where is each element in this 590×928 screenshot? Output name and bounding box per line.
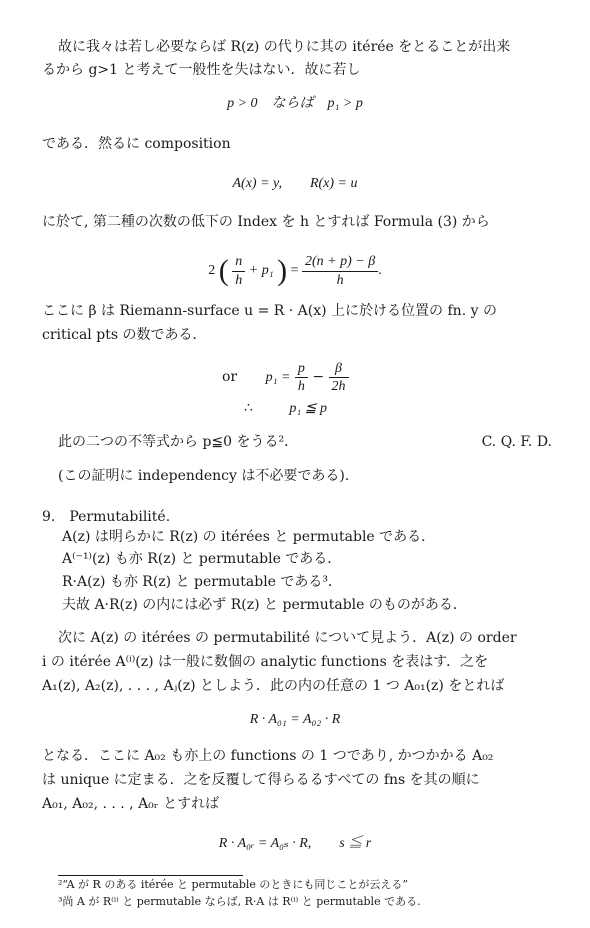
footnote: ³尚 A が R⁽ⁱ⁾ と permutable ならば, R·A は R⁽ⁱ⁾ と permutable である. — [58, 895, 421, 908]
text-line: である．然るに composition — [42, 136, 231, 152]
fraction — [295, 360, 308, 395]
minus-sign: − — [312, 369, 325, 385]
text-line: となる．ここに A₀₂ も亦上の functions の 1 つであり, かつかかる A₀₂ — [42, 748, 494, 764]
text-line: 次に A(z) の itérées の permutabilité について見よう．A(z) の order — [58, 630, 517, 646]
denominator: h — [336, 272, 344, 288]
eq-lhs: p₁ = — [265, 370, 291, 385]
text-line: i の itérée A⁽ⁱ⁾(z) は一般に数個の analytic functions を表はす．之を — [42, 654, 489, 670]
equation-or — [222, 357, 550, 397]
fraction — [232, 253, 245, 290]
text-line: は unique に定まる．之を反覆して得らるるすべての fns を其の順に — [42, 772, 480, 788]
equation-fraction: 2 ( $\frac{n}{h}$ + p₁ ) = $\frac{2(n + p) - \beta}{h}$ . — [208, 253, 382, 288]
numerator: β — [329, 360, 349, 378]
text-line: 故に我々は若し必要ならば R(z) の代りに其の itérée をとることが出来 — [58, 39, 511, 55]
equation: p₁ ≦ p — [289, 401, 327, 416]
qed-mark: C. Q. F. D. — [481, 434, 552, 450]
denominator: h — [297, 378, 305, 394]
equation: A(x) = y, R(x) = u — [232, 176, 358, 191]
text-line: R·A(z) も亦 R(z) と permutable である³． — [62, 574, 343, 590]
equation: R · A₀ᵣ = A₀ₛ · R, s ≦ r — [218, 836, 372, 851]
therefore-symbol: ∴ — [244, 400, 253, 416]
text-line: A₀₁, A₀₂, . . . , A₀ᵣ とすれば — [42, 796, 220, 812]
footnote-rule — [58, 875, 243, 876]
text-line: 此の二つの不等式から p≦0 をうる²． — [58, 434, 299, 450]
text-line: 夫故 A·R(z) の内には必ず R(z) と permutable のものがある． — [62, 597, 467, 613]
text-line: るから g>1 と考えて一般性を失はない．故に若し — [42, 62, 361, 78]
text-line: critical pts の数である． — [42, 327, 207, 343]
numerator: n — [232, 253, 245, 272]
paren-right: ) — [277, 254, 288, 287]
text-line: A⁽⁻¹⁾(z) も亦 R(z) と permutable である． — [62, 551, 342, 567]
equation: p > 0 ならば p₁ > p — [227, 96, 363, 111]
text-line: (この証明に independency は不必要である). — [58, 468, 350, 484]
eq-term: + p₁ — [248, 263, 274, 279]
denominator: h — [235, 272, 243, 288]
equals-sign: = — [290, 263, 299, 279]
fraction — [329, 360, 349, 395]
footnote: ²“A が R のある itérée と permutable のときにも同じことが云える” — [58, 878, 409, 891]
paren-left: ( — [218, 254, 229, 287]
text-line: A₁(z), A₂(z), . . . , Aⱼ(z) としよう．此の内の任意の 1 つ A₀₁(z) をとれば — [42, 678, 505, 694]
equation: R · A₀₁ = A₀₂ · R — [249, 712, 341, 727]
or-label: or — [222, 369, 238, 385]
section-heading: 9. Permutabilité. — [42, 509, 171, 525]
eq-coefficient: 2 — [208, 263, 216, 279]
numerator: p — [295, 360, 308, 378]
numerator: 2(n + p) − β — [302, 253, 378, 272]
text-line: ここに β は Riemann-surface u = R · A(x) 上に於ける位置の fn. y の — [42, 303, 497, 319]
text-line: A(z) は明らかに R(z) の itérées と permutable である． — [62, 529, 436, 545]
therefore-line — [244, 398, 550, 419]
fraction — [302, 253, 378, 290]
denominator: 2h — [331, 378, 346, 394]
text-line: に於て, 第二種の次数の低下の Index を h とすれば Formula (3) から — [42, 214, 490, 230]
